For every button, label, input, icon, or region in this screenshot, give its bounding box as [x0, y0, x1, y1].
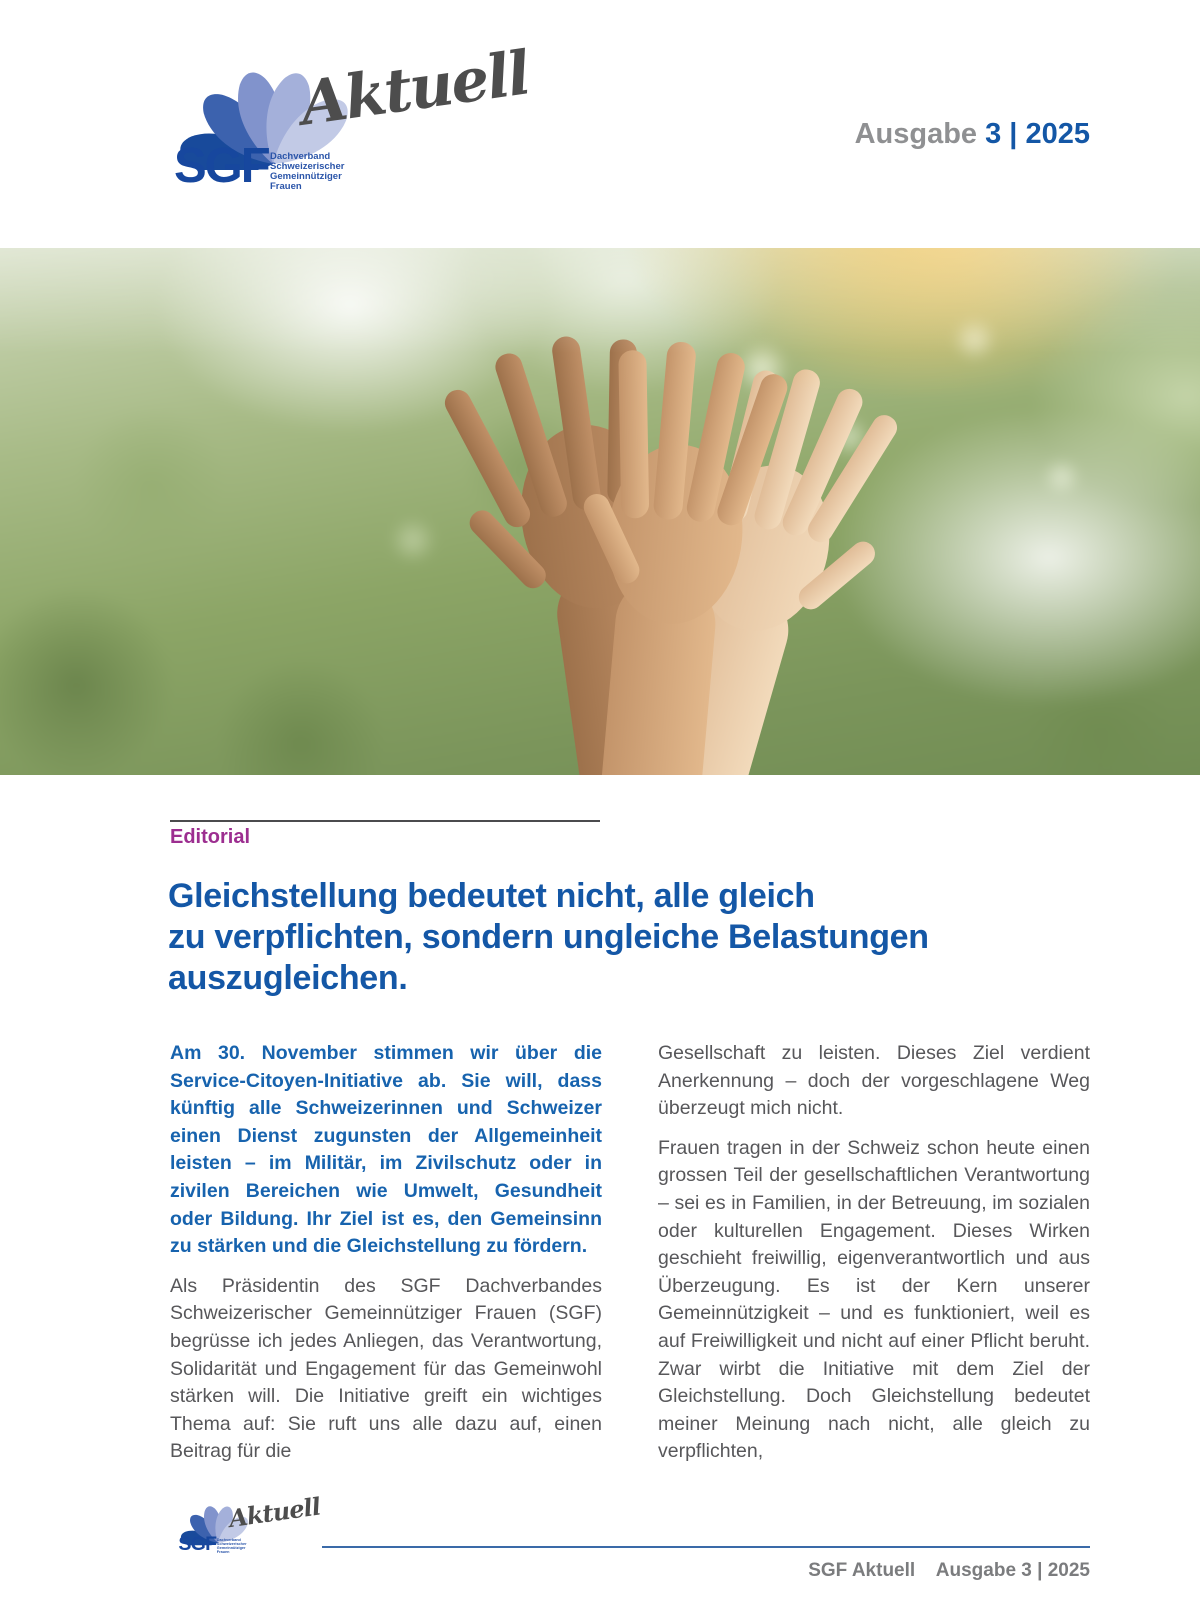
logo-subtext — [217, 1538, 247, 1554]
section-kicker: Editorial — [170, 826, 251, 848]
editorial-body — [170, 1040, 1090, 1466]
lead-paragraph: Am 30. November stimmen wir über die Service-Citoyen-Initiative ab. Sie will, dass künftig alle Schweizerinnen und Schweizer einen Dienst zugunsten der Allgemeinheit leisten – im Militär, im Zivilschutz oder in zivilen Bereichen wie Umwelt, Gesundheit oder Bildung. Ihr Ziel ist es, den Gemeinsinn zu stärken und die Gleichstellung zu fördern. — [170, 1042, 602, 1258]
aktuell-wordmark: Aktuell — [296, 38, 533, 140]
footer-credit — [808, 1560, 1090, 1582]
aktuell-wordmark: Aktuell — [227, 1492, 322, 1534]
logo-subtext-line: Dachverband — [216, 1537, 241, 1542]
logo-subtext-line: Frauen — [270, 181, 302, 192]
logo-subtext-line: Frauen — [216, 1549, 230, 1554]
body-paragraph: Als Präsidentin des SGF Dachverbandes Schweizerischer Gemeinnütziger Frauen (SGF) begrüsse ich jedes Anliegen, das Verantwortung, Solidarität und Engagement für das Gemeinwohl stärken will. Die Initiative greift ein wichtiges Thema auf: Sie ruft uns alle dazu auf, einen Beitrag für die — [170, 1274, 602, 1463]
body-paragraph: Gesellschaft zu leisten. Dieses Ziel verdient Anerkennung – doch der vorgeschlagene Weg überzeugt mich nicht. — [658, 1042, 1090, 1120]
footer-credit-issue: Ausgabe 3 | 2025 — [935, 1560, 1090, 1581]
logo-subtext-line: Schweizerischer — [216, 1541, 247, 1546]
left-column — [170, 1040, 602, 1466]
right-column — [658, 1040, 1090, 1466]
logo-acronym: SGF — [178, 1532, 217, 1555]
hero-photo — [0, 248, 1200, 775]
footer-credit-name: SGF Aktuell — [808, 1560, 916, 1581]
high-five-hands-illustration — [0, 248, 1200, 775]
editorial-divider — [170, 820, 600, 822]
body-paragraph: Frauen tragen in der Schweiz schon heute einen grossen Teil der gesellschaftlichen Verantwortung – sei es in Familien, in der Betreuung, im sozialen oder kulturellen Engagement. Dieses Wirken geschieht freiwillig, eigenverantwortlich und aus Überzeugung. Es ist der Kern unserer Gemeinnützigkeit – und es funktioniert, weil es auf Freiwilligkeit und nicht auf einer Pflicht beruht. Zwar wirbt die Initiative mit dem Ziel der Gleichstellung. Doch Gleichstellung bedeutet meiner Meinung nach nicht, alle gleich zu verpflichten, — [658, 1136, 1090, 1463]
logo-subtext-line: Dachverband — [270, 151, 331, 162]
headline-line: Gleichstellung bedeutet nicht, alle gleich — [168, 877, 815, 915]
headline-line: auszugleichen. — [168, 959, 408, 997]
logo-subtext-line: Gemeinnütziger — [270, 171, 342, 182]
logo-subtext — [270, 152, 344, 192]
logo-subtext-line: Schweizerischer — [270, 161, 345, 172]
sgf-aktuell-logo — [168, 38, 568, 207]
footer-logo — [176, 1492, 336, 1560]
headline-line: zu verpflichten, sondern ungleiche Belastungen — [168, 918, 929, 956]
issue-value: 3 | 2025 — [985, 118, 1090, 150]
issue-indicator — [855, 118, 1090, 151]
logo-subtext-line: Gemeinnütziger — [216, 1545, 246, 1550]
footer-divider — [322, 1546, 1090, 1548]
logo-acronym: SGF — [174, 139, 269, 193]
editorial-headline — [168, 876, 929, 999]
issue-label: Ausgabe — [854, 118, 978, 150]
